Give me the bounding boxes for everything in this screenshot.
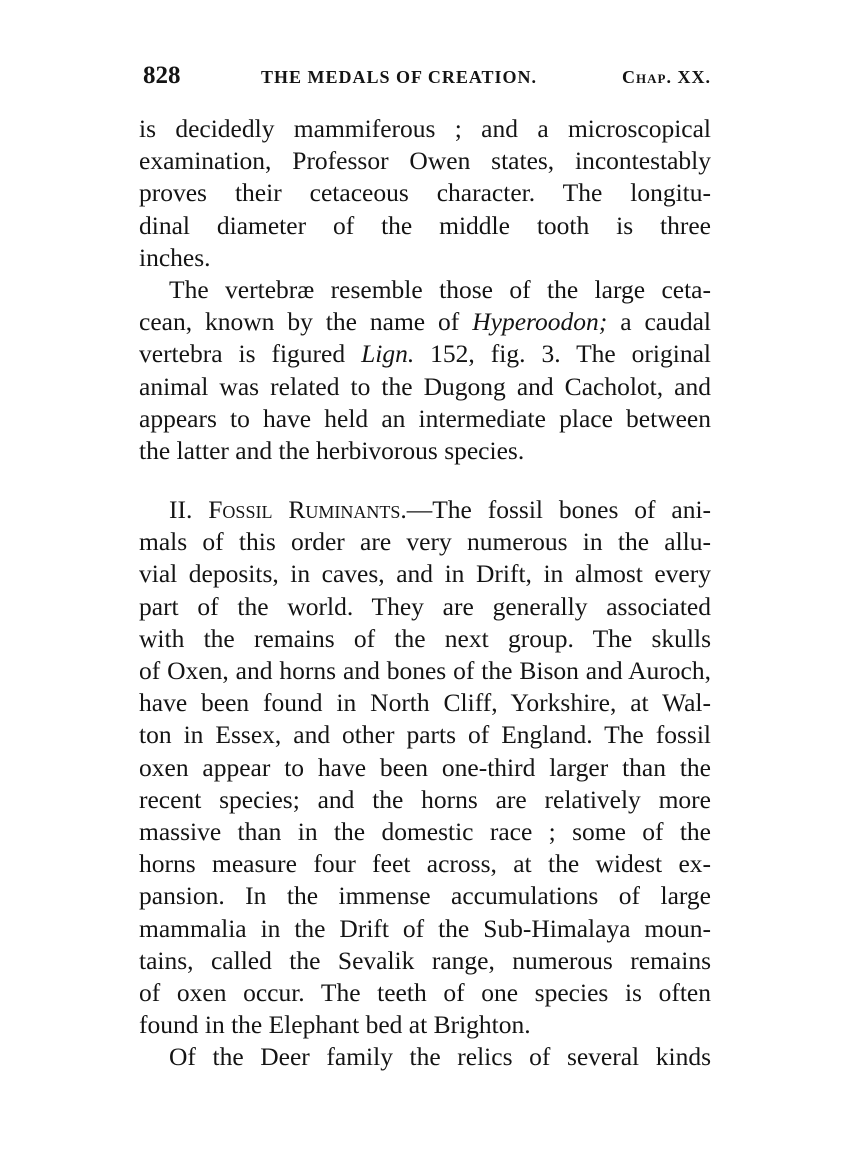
text-line: of oxen occur. The teeth of one species is often bbox=[139, 977, 711, 1007]
text-line bbox=[139, 494, 711, 526]
page-number: 828 bbox=[143, 62, 181, 89]
text-line: of Oxen, and horns and bones of the Bison and Auroch, bbox=[139, 656, 711, 685]
text-line: mals of this order are very numerous in the allu- bbox=[139, 527, 711, 557]
text-run: 152, fig. 3. The original bbox=[414, 339, 711, 369]
text-line: examination, Professor Owen states, incontestably bbox=[139, 146, 711, 176]
text-line: inches. bbox=[139, 242, 211, 272]
text-line: mammalia in the Drift of the Sub-Himalaya moun- bbox=[139, 913, 711, 943]
text-line: is decidedly mammiferous ; and a microscopical bbox=[139, 114, 711, 143]
text-line bbox=[139, 306, 711, 338]
page-header bbox=[143, 62, 711, 92]
text-line: recent species; and the horns are relatively more bbox=[139, 784, 711, 814]
text-line: have been found in North Cliff, Yorkshire, at Wal- bbox=[139, 688, 711, 718]
text-line bbox=[139, 338, 711, 370]
text-line: The vertebræ resemble those of the large ceta- bbox=[169, 274, 711, 304]
text-line: tains, called the Sevalik range, numerous remains bbox=[139, 945, 711, 975]
text-line: vial deposits, in caves, and in Drift, in almost every bbox=[139, 559, 711, 589]
running-title: THE MEDALS OF CREATION. bbox=[261, 67, 538, 87]
text-line: found in the Elephant bed at Brighton. bbox=[139, 1010, 531, 1040]
paragraph bbox=[139, 1041, 711, 1073]
text-line: massive than in the domestic race ; some of the bbox=[139, 816, 711, 846]
text-run: a caudal bbox=[607, 307, 711, 337]
paragraph bbox=[139, 274, 711, 467]
italic-name: Hyperoodon; bbox=[472, 307, 608, 337]
text-line: the latter and the herbivorous species. bbox=[139, 435, 525, 465]
text-line: animal was related to the Dugong and Cacholot, and bbox=[139, 371, 711, 401]
text-run: cean, known by the name of bbox=[139, 307, 473, 337]
text-line: part of the world. They are generally associated bbox=[139, 591, 711, 621]
text-line: ton in Essex, and other parts of England. The fossil bbox=[139, 720, 711, 750]
text-line: horns measure four feet across, at the widest ex- bbox=[139, 849, 711, 879]
italic-reference: Lign. bbox=[361, 339, 415, 369]
text-line: proves their cetaceous character. The longitu- bbox=[139, 178, 711, 208]
body-text bbox=[139, 113, 711, 1073]
section-gap bbox=[139, 467, 711, 494]
text-run: vertebra is figured bbox=[139, 339, 362, 369]
paragraph bbox=[139, 494, 711, 1041]
chapter-label: Chap. XX. bbox=[622, 67, 711, 87]
text-line: oxen appear to have been one-third larger than the bbox=[139, 752, 711, 782]
section-heading: Fossil Ruminants. bbox=[208, 495, 407, 525]
text-line: dinal diameter of the middle tooth is three bbox=[139, 210, 711, 240]
text-line: Of the Deer family the relics of several kinds bbox=[169, 1042, 711, 1072]
text-line: with the remains of the next group. The skulls bbox=[139, 623, 711, 653]
text-run: —The fossil bones of ani- bbox=[406, 495, 712, 525]
text-line: appears to have held an intermediate place between bbox=[139, 403, 711, 433]
text-line: pansion. In the immense accumulations of large bbox=[139, 881, 711, 911]
section-numeral: II. bbox=[169, 495, 209, 525]
paragraph bbox=[139, 113, 711, 274]
